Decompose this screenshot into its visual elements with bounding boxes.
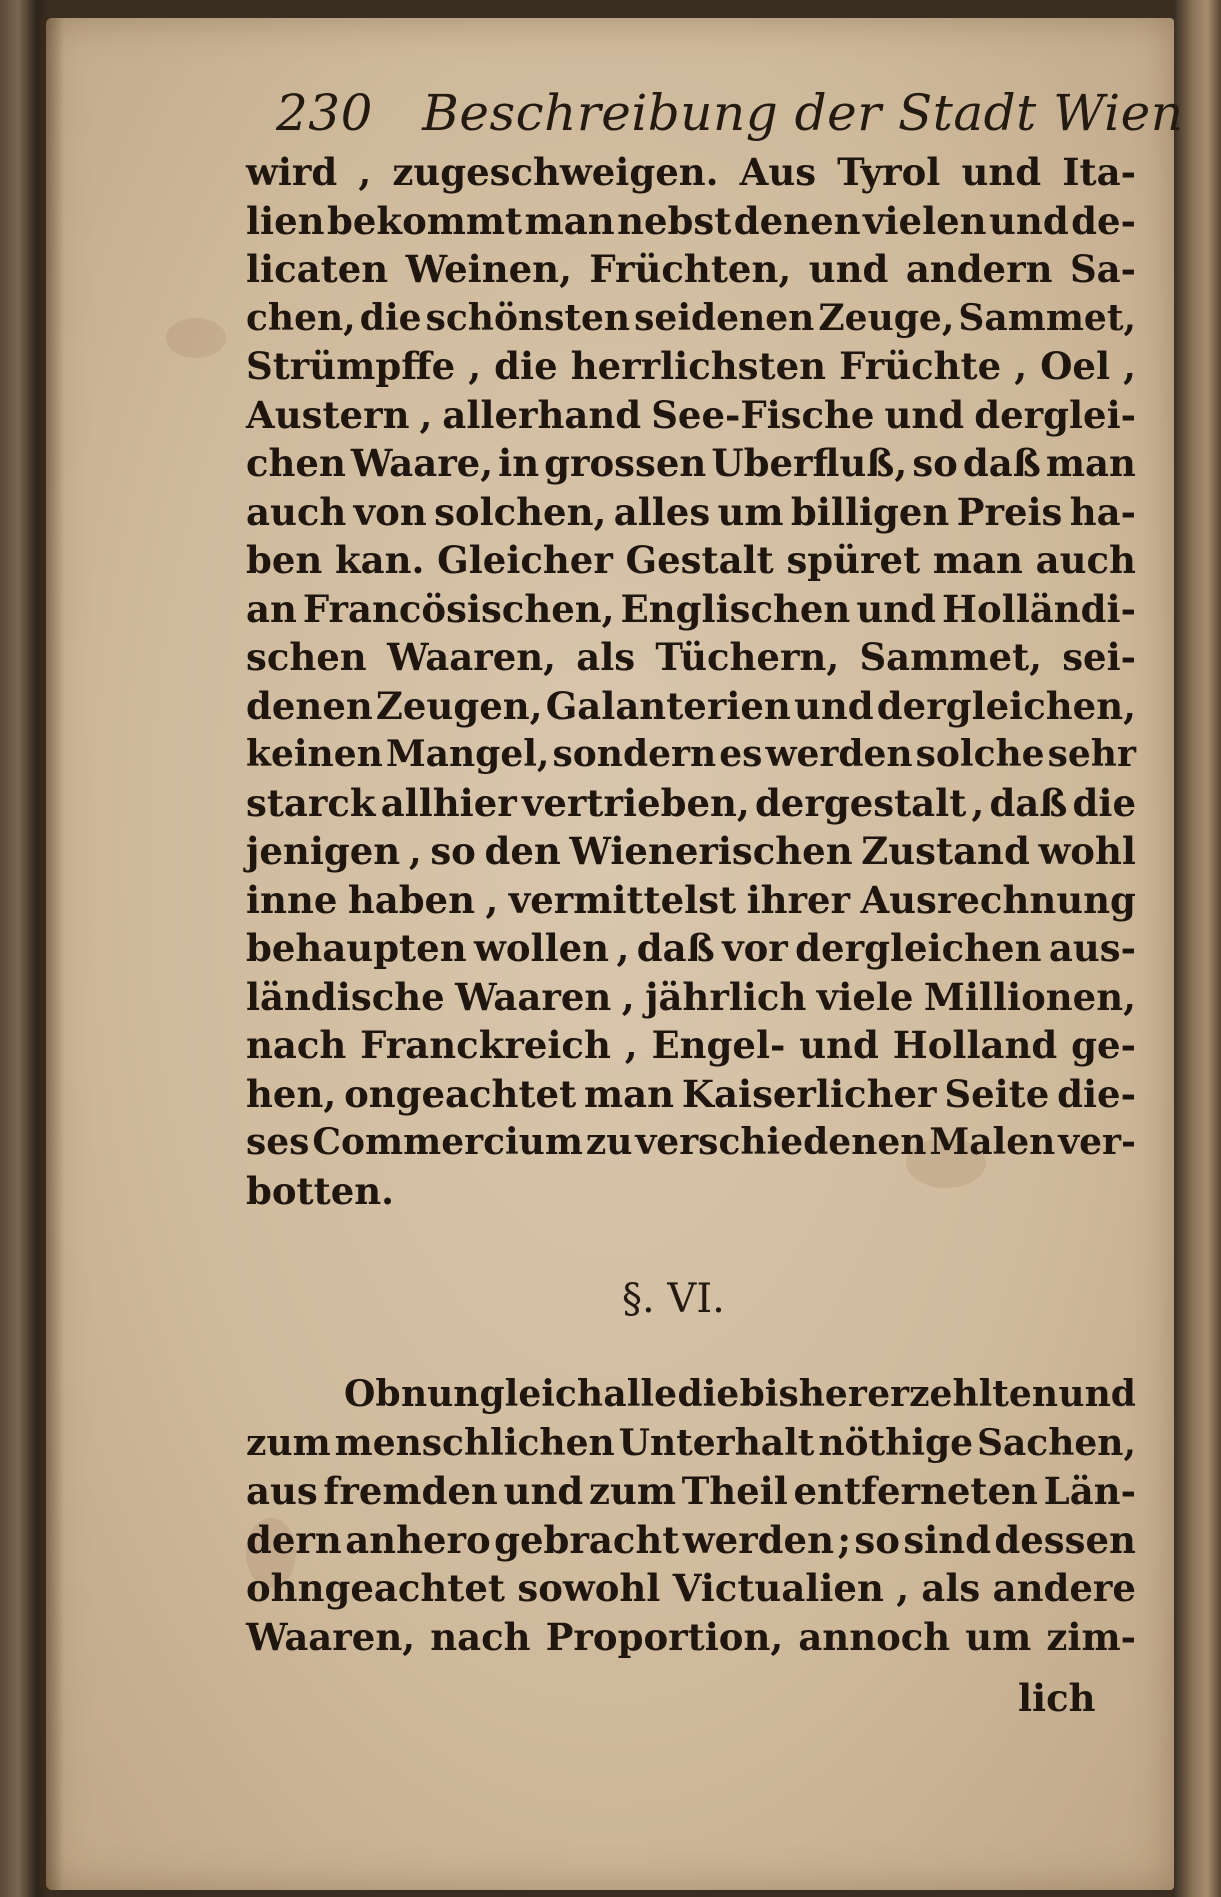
paragraph-section-vi xyxy=(246,1370,1136,1661)
text-line: ben kan. Gleicher Gestalt spüret man auch xyxy=(246,538,1136,582)
text-line: lien bekommt man nebst denen vielen und de- xyxy=(246,198,1136,243)
text-line: keinen Mangel, sondern es werden solche sehr xyxy=(246,733,1136,775)
running-title: Beschreibung der Stadt Wien xyxy=(422,84,1184,142)
running-header xyxy=(276,84,1184,154)
text-line: Waaren, nach Proportion, annoch um zim- xyxy=(246,1614,1136,1659)
text-line: chen Waare, in grossen Uberfluß, so daß man xyxy=(246,441,1136,485)
text-line: ländische Waaren , jährlich viele Millionen, xyxy=(246,974,1136,1019)
text-line: schen Waaren, als Tüchern, Sammet, sei- xyxy=(246,635,1136,679)
page-edge xyxy=(1174,0,1221,1897)
text-line: hen, ongeachtet man Kaiserlicher Seite die- xyxy=(246,1071,1136,1116)
text-line: auch von solchen, alles um billigen Preis ha- xyxy=(246,489,1136,534)
text-line: denen Zeugen, Galanterien und dergleichen, xyxy=(246,683,1136,728)
text-line: botten. xyxy=(246,1168,395,1213)
text-line: Austern , allerhand See-Fische und derglei- xyxy=(246,392,1136,437)
text-line: ses Commercium zu verschiedenen Malen ver- xyxy=(246,1121,1136,1163)
paper-stain xyxy=(166,318,226,358)
text-line: aus fremden und zum Theil entferneten Län- xyxy=(246,1469,1136,1513)
text-line: Ob nungleich alle die bisher erzehlten und xyxy=(344,1373,1136,1415)
catchword: lich xyxy=(1018,1676,1096,1720)
page-number: 230 xyxy=(276,84,373,142)
text-line: behaupten wollen , daß vor dergleichen aus- xyxy=(246,926,1136,970)
text-line: dern anhero gebracht werden ; so sind dessen xyxy=(246,1517,1136,1562)
text-line: an Francösischen, Englischen und Holländi- xyxy=(246,586,1136,631)
text-line: nach Franckreich , Engel- und Holland ge- xyxy=(246,1023,1136,1067)
text-line: Strümpffe , die herrlichsten Früchte , Oel , xyxy=(246,344,1136,388)
text-line: jenigen , so den Wienerischen Zustand wohl xyxy=(246,829,1136,873)
paragraph-body xyxy=(246,148,1136,1215)
section-heading: §. VI. xyxy=(622,1276,725,1322)
text-line: ohngeachtet sowohl Victualien , als andere xyxy=(246,1566,1136,1610)
book-gutter xyxy=(40,18,64,1890)
text-line: starck allhier vertrieben, dergestalt , daß die xyxy=(246,780,1136,825)
text-line: chen, die schönsten seidenen Zeuge, Sammet, xyxy=(246,296,1136,339)
text-line: licaten Weinen, Früchten, und andern Sa- xyxy=(246,247,1136,291)
text-line: inne haben , vermittelst ihrer Ausrechnung xyxy=(246,877,1136,922)
text-line: wird , zugeschweigen. Aus Tyrol und Ita- xyxy=(246,150,1136,194)
text-line: zum menschlichen Unterhalt nöthige Sachen, xyxy=(246,1421,1136,1464)
